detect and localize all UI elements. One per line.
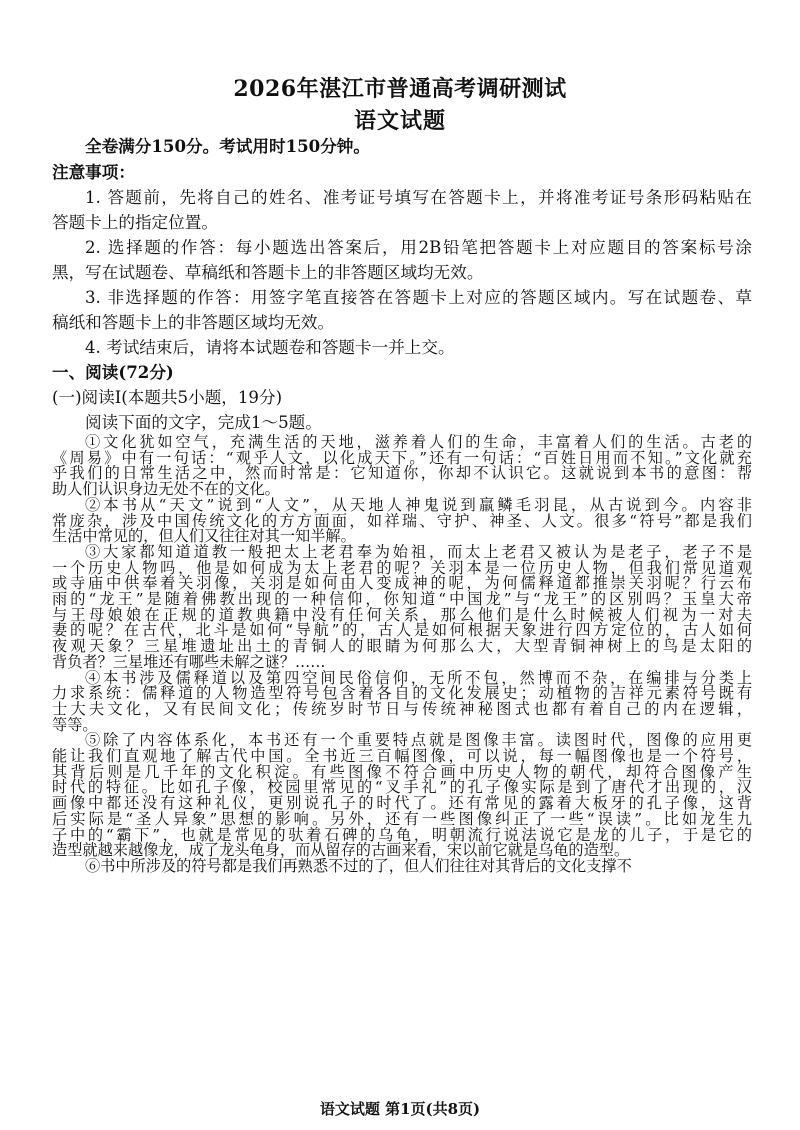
sub-section-heading: (一)阅读Ⅰ(本题共5小题，19分) bbox=[52, 388, 283, 407]
passage-line: ①文化犹如空气，充满生活的天地，滋养着人们的生命，丰富着人们的生活。古老的 bbox=[85, 433, 752, 451]
passage-line: ⑤除了内容体系化，本书还有一个重要特点就是图像丰富。读图时代，图像的应用更 bbox=[85, 731, 752, 750]
score-line: 全卷满分150分。考试用时150分钟。 bbox=[85, 136, 370, 156]
passage-line: 其背后则是几千年的文化积淀。有些图像不符合画中历史人物的朝代，却符合图像产生 bbox=[52, 762, 752, 781]
passage-line: 助人们认识身边无处不在的文化。 bbox=[52, 480, 280, 499]
notice-item-3-line-2: 稿纸和答题卡上的非答题区域均无效。 bbox=[52, 313, 335, 332]
passage-line: 子中的“霸下”，也就是常见的驮着石碑的乌龟，明朝流行说法说它是龙的儿子，于是它的 bbox=[52, 825, 752, 844]
passage-line: 与王母娘娘在正规的道教典籍中没有任何关系，那么他们是什么时候被人们视为一对夫 bbox=[52, 605, 752, 624]
notice-heading: 注意事项： bbox=[52, 162, 135, 182]
section-heading: 一、阅读(72分) bbox=[52, 362, 174, 382]
passage-line: 时代的特征。比如孔子像，校园里常见的“叉手礼”的孔子像实际是到了唐代才出现的，汉 bbox=[52, 778, 752, 797]
exam-title: 2026年湛江市普通高考调研测试 bbox=[233, 76, 567, 102]
passage-line: ②本书从“天文”说到“人文”，从天地人神鬼说到羸鳞毛羽昆，从古说到今。内容非 bbox=[85, 495, 752, 514]
notice-item-2-line-1: 2. 选择题的作答：每小题选出答案后，用2B铅笔把答题卡上对应题目的答案标号涂 bbox=[85, 238, 752, 257]
passage-line: 一个历史人物吗，他是如何成为太上老君的呢？关羽本是一位历史人物，但我们常见道观 bbox=[52, 558, 752, 577]
passage-line: 或寺庙中供奉着关羽像，关羽是如何由人变成神的呢，为何儒释道都推崇关羽呢？行云布 bbox=[52, 574, 752, 593]
notice-item-3-line-1: 3. 非选择题的作答：用签字笔直接答在答题卡上对应的答题区域内。写在试题卷、草 bbox=[85, 288, 752, 307]
passage-line: 乎我们的日常生活之中，然而时常是：它知道你，你却不认识它。这就说到本书的意图：帮 bbox=[52, 464, 752, 483]
passage-line: 夜观天象？三星堆遗址出土的青铜人的眼睛为何那么大，大型青铜神树上的鸟是太阳的 bbox=[52, 637, 752, 656]
passage-line: 生活中常见的，但人们又往往对其一知半解。 bbox=[52, 527, 356, 546]
notice-item-1-line-1: 1. 答题前，先将自己的姓名、准考证号填写在答题卡上，并将准考证号条形码粘贴在 bbox=[85, 188, 752, 207]
passage-line: ③大家都知道道教一般把太上老君奉为始祖，而太上老君又被认为是老子，老子不是 bbox=[85, 542, 752, 561]
passage-line: 力求系统：儒释道的人物造型符号包含着各自的文化发展史；动植物的吉祥元素符号既有 bbox=[52, 684, 752, 703]
passage-line: ④本书涉及儒释道以及第四空间民俗信仰，无所不包，然博而不杂，在编排与分类上 bbox=[85, 668, 752, 687]
passage-line: ⑥书中所涉及的符号都是我们再熟悉不过的了，但人们往往对其背后的文化支撑不 bbox=[85, 856, 632, 875]
passage-line: 背负者？三星堆还有哪些未解之谜？…… bbox=[52, 652, 326, 671]
subject-title: 语文试题 bbox=[353, 108, 446, 134]
passage-line: 《周易》中有一句话：“观乎人文，以化成天下。”还有一句话：“百姓日用而不知。”文化就充 bbox=[52, 448, 752, 467]
passage-line: 士大夫文化，又有民间文化；传统岁时节日与传统神秘图式也都有着自己的内在逻辑， bbox=[52, 699, 752, 718]
page-footer: 语文试题 第1页(共8页) bbox=[319, 1100, 481, 1118]
passage-line: 常庞杂，涉及中国传统文化的方方面面，如祥瑞、守护、神圣、人文。很多“符号”都是我们 bbox=[52, 511, 752, 530]
reading-instruction: 阅读下面的文字，完成1～5题。 bbox=[85, 413, 322, 432]
notice-item-2-line-2: 黑，写在试题卷、草稿纸和答题卡上的非答题区域均无效。 bbox=[52, 263, 484, 282]
passage-line: 造型就越来越像龙，成了龙头龟身，而从留存的古画来看，宋以前它就是乌龟的造型。 bbox=[52, 841, 630, 860]
passage-line: 雨的“龙王”是随着佛教出现的一种信仰，你知道“中国龙”与“龙王”的区别吗？玉皇大帝 bbox=[52, 590, 752, 608]
passage-line: 等等。 bbox=[52, 715, 98, 734]
notice-item-1-line-2: 答题卡上的指定位置。 bbox=[52, 213, 218, 232]
passage-line: 画像中都还没有这种礼仪，更别说孔子的时代了。还有常见的露着大板牙的孔子像，这背 bbox=[52, 794, 752, 813]
passage-line: 后实际是“圣人异象”思想的影响。另外，还有一些图像纠正了一些“误读”。比如龙生九 bbox=[52, 809, 752, 828]
notice-item-4: 4. 考试结束后，请将本试题卷和答题卡一并上交。 bbox=[85, 338, 455, 357]
passage-line: 妻的呢？在古代，北斗是如何“导航”的，古人是如何根据天象进行四方定位的，古人如何 bbox=[52, 621, 752, 640]
passage-line: 能让我们直观地了解古代中国。全书近三百幅图像，可以说，每一幅图像也是一个符号， bbox=[52, 747, 752, 765]
